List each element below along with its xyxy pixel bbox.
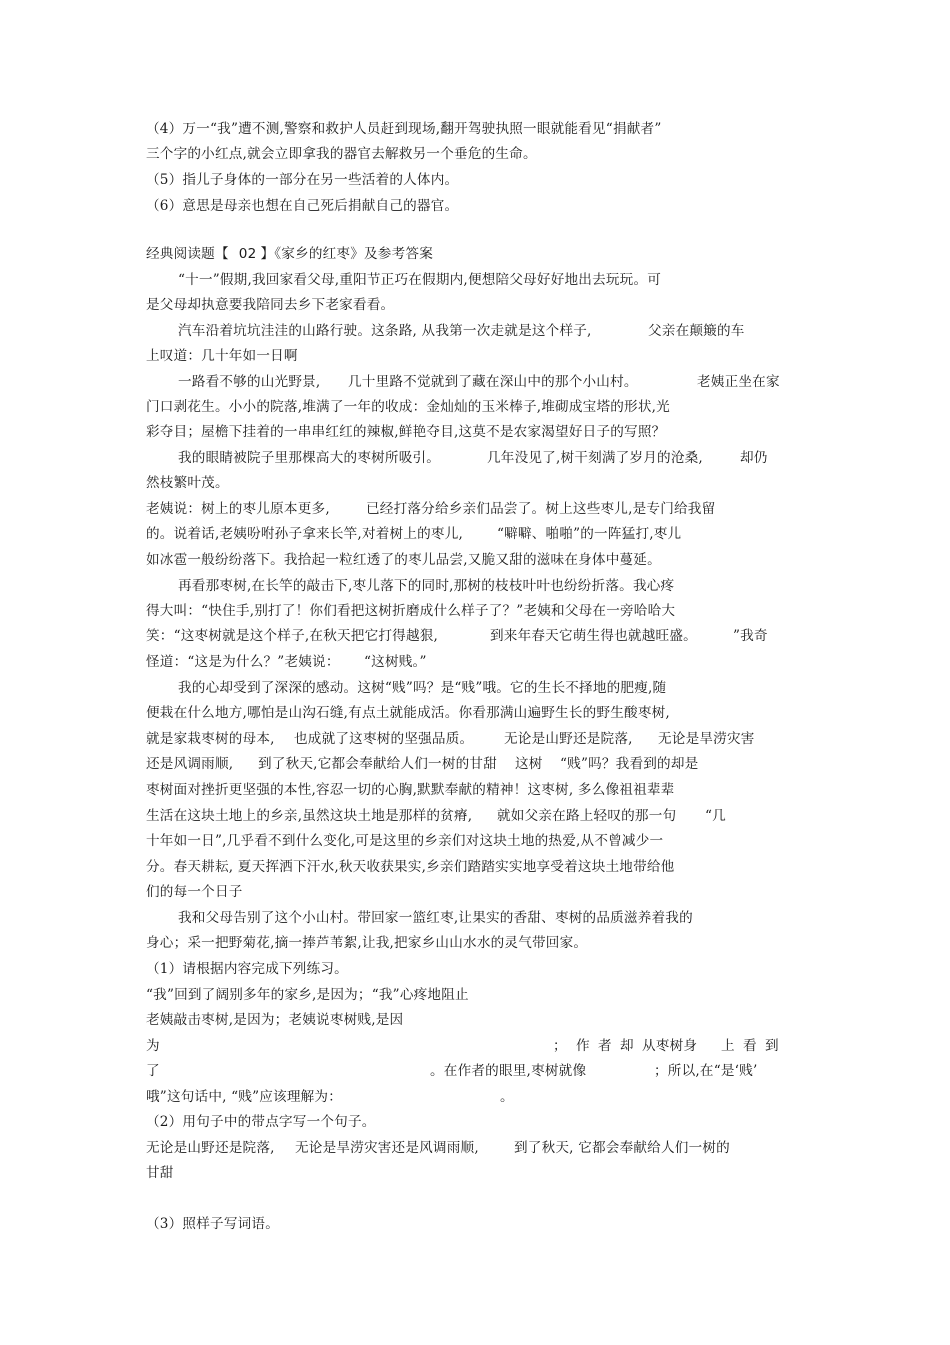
question-1-line-3i: 到	[765, 1038, 779, 1054]
question-2: （2）用句子中的带点字写一个句子。	[146, 1114, 376, 1130]
story-p7-line-6a: 生活在这块土地上的乡亲,虽然这块土地是那样的贫瘠,	[146, 808, 473, 824]
story-p7-line-2: 便栽在什么地方,哪怕是山沟石缝,有点土就能成活。你看那满山遍野生长的野生酸枣树,	[146, 705, 670, 721]
answer-6: （6）意思是母亲也想在自己死后捐献自己的器官。	[146, 198, 459, 214]
question-1-line-4c: ；所以,在“是‘贱’	[654, 1063, 758, 1079]
question-1-line-3f: 从枣树身	[642, 1038, 698, 1054]
story-p2-line-1b: 父亲在颠簸的车	[648, 323, 745, 339]
story-p7-line-4a: 还是风调雨顺,	[146, 756, 234, 772]
heading-prefix: 经典阅读题【	[146, 246, 229, 262]
story-p7-line-8: 分。春天耕耘, 夏天挥洒下汗水,秋天收获果实,乡亲们踏踏实实地享受着这块土地带给他	[146, 859, 675, 875]
story-p7-line-5: 枣树面对挫折更坚强的本性,容忍一切的心胸,默默奉献的精神！这枣树, 多么像祖祖辈辈	[146, 782, 675, 798]
question-1-line-4b: 。在作者的眼里,枣树就像	[430, 1063, 587, 1079]
story-p4-line-1c: 却仍	[740, 450, 768, 466]
story-p4-line-1a: 我的眼睛被院子里那棵高大的枣树所吸引。	[178, 450, 441, 466]
answer-5: （5）指儿子身体的一部分在另一些活着的人体内。	[146, 172, 459, 188]
story-p7-line-4b: 到了秋天,它都会奉献给人们一树的甘甜	[258, 756, 498, 772]
story-p1-line-2: 是父母却执意要我陪同去乡下老家看看。	[146, 297, 395, 313]
section-heading	[146, 244, 433, 264]
question-1-line-4a: 了	[146, 1063, 160, 1079]
story-p3-line-1c: 老姨正坐在家	[697, 374, 780, 390]
story-p4-line-2: 然枝繁叶茂。	[146, 475, 229, 491]
story-p5-line-2a: 的。说着话,老姨吩咐孙子拿来长竿,对着树上的枣儿,	[146, 526, 464, 542]
story-p3-line-1b: 几十里路不觉就到了藏在深山中的那个小山村。	[348, 374, 638, 390]
story-p5-line-3: 如冰雹一般纷纷落下。我拾起一粒红透了的枣儿品尝,又脆又甜的滋味在身体中蔓延。	[146, 552, 661, 568]
heading-title: 】《家乡的红枣》及参考答案	[260, 246, 433, 262]
story-p6-line-3a: 笑：“这枣树就是这个样子,在秋天把它打得越狠,	[146, 628, 439, 644]
story-p6-line-2: 得大叫：“快住手,别打了！你们看把这树折磨成什么样子了？”老姨和父母在一旁哈哈大	[146, 603, 676, 619]
story-p7-line-4c: 这树	[515, 756, 543, 772]
story-p2-line-2: 上叹道：几十年如一日啊	[146, 348, 298, 364]
story-p7-line-6b: 就如父亲在路上轻叹的那一句	[497, 808, 677, 824]
story-p7-line-3b: 也成就了这枣树的坚强品质。	[294, 731, 474, 747]
heading-number: 02	[238, 246, 257, 262]
question-1-line-3e: 却	[620, 1038, 634, 1054]
question-1-line-3d: 者	[598, 1038, 612, 1054]
question-1-line-2: 老姨敲击枣树,是因为；老姨说枣树贱,是因	[146, 1012, 404, 1028]
question-3: （3）照样子写词语。	[146, 1216, 279, 1232]
story-p7-line-6c: “几	[705, 808, 726, 824]
question-1-line-3c: 作	[576, 1038, 590, 1054]
story-p6-line-4a: 怪道：“这是为什么？”老姨说：	[146, 654, 340, 670]
story-p6-line-3c: ”我奇	[733, 628, 768, 644]
story-p8-line-2: 身心；采一把野菊花,摘一捧芦苇絮,让我,把家乡山山水水的灵气带回家。	[146, 935, 588, 951]
question-1-line-5b: 。	[500, 1089, 514, 1105]
question-1-line-3a: 为	[146, 1038, 160, 1054]
story-p7-line-3d: 无论是旱涝灾害	[658, 731, 755, 747]
answer-4-line-1: （4）万一“我”遭不测,警察和救护人员赶到现场,翻开驾驶执照一眼就能看见“捐献者”	[146, 121, 662, 137]
story-p5-line-2b: “噼噼、啪啪”的一阵猛打,枣儿	[497, 526, 682, 542]
story-p8-line-1: 我和父母告别了这个小山村。带回家一篮红枣,让果实的香甜、枣树的品质滋养着我的	[178, 910, 693, 926]
story-p3-line-3: 彩夺目；屋檐下挂着的一串串红红的辣椒,鲜艳夺目,这莫不是农家渴望好日子的写照？	[146, 424, 666, 440]
story-p2-line-1a: 汽车沿着坑坑洼洼的山路行驶。这条路, 从我第一次走就是这个样子,	[178, 323, 592, 339]
question-2-line-1b: 无论是旱涝灾害还是风调雨顺,	[295, 1140, 479, 1156]
story-p7-line-4d: “贱”吗？我看到的却是	[560, 756, 699, 772]
story-p7-line-9: 们的每一个日子	[146, 884, 243, 900]
story-p7-line-3c: 无论是山野还是院落,	[504, 731, 633, 747]
story-p6-line-1: 再看那枣树,在长竿的敲击下,枣儿落下的同时,那树的枝枝叶叶也纷纷折落。我心疼	[178, 578, 675, 594]
question-2-line-2: 甘甜	[146, 1165, 174, 1181]
story-p6-line-3b: 到来年春天它萌生得也就越旺盛。	[490, 628, 697, 644]
story-p5-line-1b: 已经打落分给乡亲们品尝了。树上这些枣儿,是专门给我留	[366, 501, 716, 517]
story-p6-line-4b: “这树贱。”	[364, 654, 427, 670]
story-p7-line-1: 我的心却受到了深深的感动。这树“贱”吗？是“贱”哦。它的生长不择地的肥瘦,随	[178, 680, 667, 696]
question-1-line-1: “我”回到了阔别多年的家乡,是因为；“我”心疼地阻止	[146, 987, 469, 1003]
answer-4-line-2: 三个字的小红点,就会立即拿我的器官去解救另一个垂危的生命。	[146, 146, 537, 162]
story-p5-line-1a: 老姨说：树上的枣儿原本更多,	[146, 501, 330, 517]
story-p4-line-1b: 几年没见了,树干刻满了岁月的沧桑,	[487, 450, 703, 466]
question-1: （1）请根据内容完成下列练习。	[146, 961, 348, 977]
question-1-line-3g: 上	[721, 1038, 735, 1054]
question-2-line-1a: 无论是山野还是院落,	[146, 1140, 275, 1156]
question-1-line-3h: 看	[743, 1038, 757, 1054]
story-p1-line-1: “十一”假期,我回家看父母,重阳节正巧在假期内,便想陪父母好好地出去玩玩。可	[178, 272, 662, 288]
question-1-line-5a: 哦”这句话中, “贱”应该理解为：	[146, 1089, 343, 1105]
question-1-line-3b: ；	[553, 1038, 567, 1054]
question-2-line-1c: 到了秋天, 它都会奉献给人们一树的	[514, 1140, 730, 1156]
story-p3-line-2: 门口剥花生。小小的院落,堆满了一年的收成：金灿灿的玉米棒子,堆砌成宝塔的形状,光	[146, 399, 670, 415]
story-p7-line-3a: 就是家栽枣树的母本,	[146, 731, 275, 747]
story-p3-line-1a: 一路看不够的山光野景,	[178, 374, 321, 390]
story-p7-line-7: 十年如一日”,几乎看不到什么变化,可是这里的乡亲们对这块土地的热爱,从不曾减少一	[146, 833, 664, 849]
